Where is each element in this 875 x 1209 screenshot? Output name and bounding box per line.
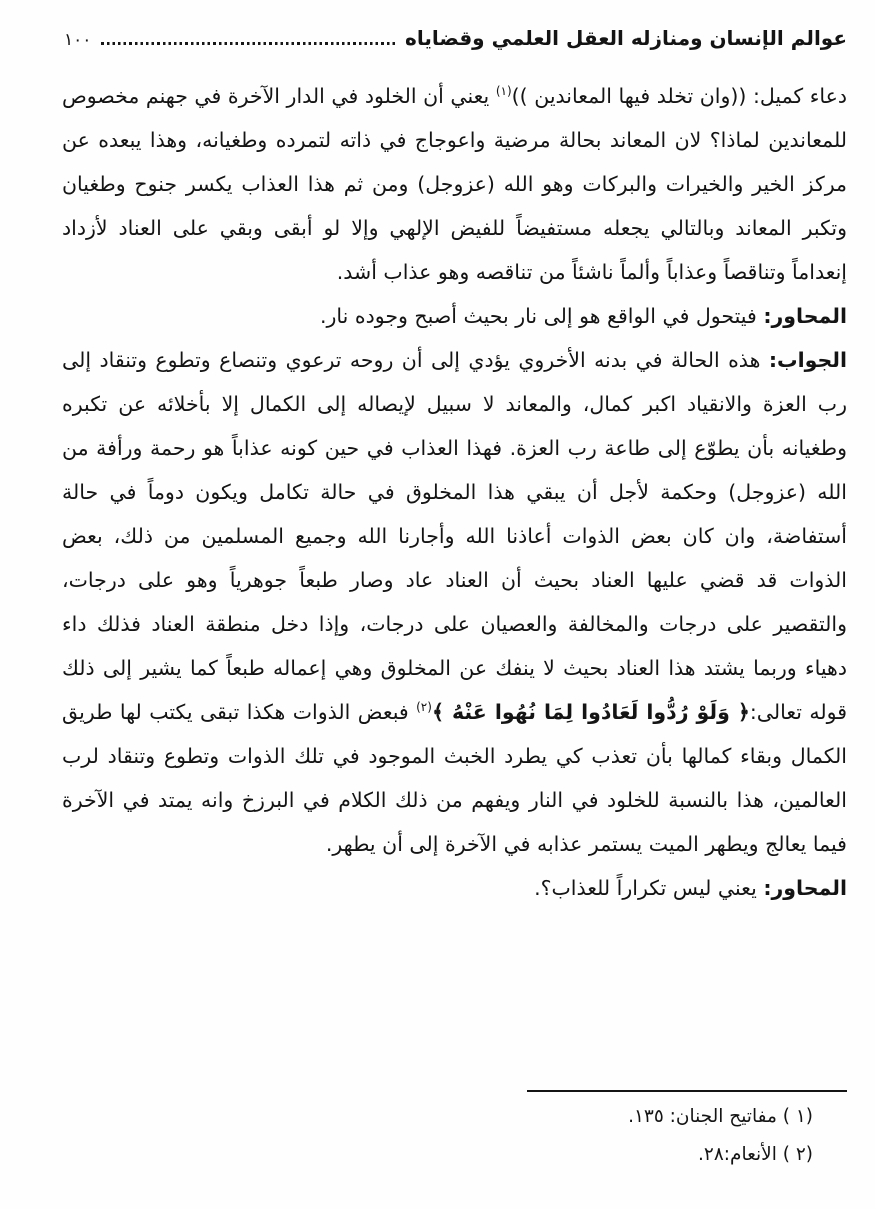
paragraph-text: فيتحول في الواقع هو إلى نار بحيث أصبح وجوده نار. xyxy=(319,304,764,328)
paragraph-dua-kumayl xyxy=(62,74,847,294)
dotted-leader xyxy=(101,42,395,45)
page-number: ١٠٠ xyxy=(64,30,92,50)
paragraph-text: دعاء كميل: ((وان تخلد فيها المعاندين )) xyxy=(511,84,847,108)
paragraph-text: يعني أن الخلود في الدار الآخرة في جهنم مخصوص للمعاندين لماذا؟ لان المعاند بحالة مرضية واعوجاج في ذاته لتمرده وطغيانه، وهذا يبعده عن مركز الخير والخيرات والبركات وهو الله (عزوجل) ومن ثم هذا العذاب يكسر جنوح وطغيان وتكبر المعاند وبالتالي يجعله مستفيضاً للفيض الإلهي وإلا لو أبقى وبقي على العناد لأزداد إنعداماً وتناقصاً وعذاباً وألماً ناشئاً من تناقصه وهو عذاب أشد. xyxy=(62,84,847,284)
speaker-label-jawab: الجواب: xyxy=(768,348,847,372)
paragraph-text: يعني ليس تكراراً للعذاب؟. xyxy=(534,876,764,900)
footnote-1: (١ ) مفاتيح الجنان: ١٣٥. xyxy=(628,1106,813,1127)
page-header xyxy=(0,0,875,50)
footnote-2: (٢ ) الأنعام:٢٨. xyxy=(698,1144,813,1165)
dialogue-answer-paragraph xyxy=(62,338,847,866)
speaker-label-muhawir: المحاور: xyxy=(763,304,847,328)
dialogue-interlocutor-line-2 xyxy=(62,866,847,910)
speaker-label-muhawir: المحاور: xyxy=(763,876,847,900)
footnote-ref-1: (١) xyxy=(495,84,512,99)
paragraph-text: هذه الحالة في بدنه الأخروي يؤدي إلى أن روحه ترعوي وتنصاع وتطوع وتنقاد إلى رب العزة والانقياد اكبر كمال، والمعاند لا سبيل لإيصاله إلى الكمال إلا بأخلائه عن تكبره وطغيانه بأن يطوّع إلى طاعة رب العزة. فهذا العذاب في حين كونه عذاباً هو رحمة ورأفة من الله (عزوجل) وحكمة لأجل أن يبقي هذا المخلوق في حالة تكامل ويكون دوماً في حالة أستفاضة، وان كان بعض الذوات أعاذنا الله وأجارنا الله وجميع المسلمين من ذلك، بعض الذوات قد قضي عليها العناد بحيث أن العناد عاد وصار طبعاً جوهرياً وهو على درجات، والتقصير على درجات والمخالفة والعصيان على درجات، وإذا دخل منطقة العناد فذلك داء دهياء وربما يشتد هذا العناد بحيث لا ينفك عن المخلوق وهي إعماله طبعاً كما يشير إلى ذلك قوله تعالى: xyxy=(62,348,847,724)
page-body xyxy=(0,74,875,910)
dialogue-interlocutor-line-1 xyxy=(62,294,847,338)
paragraph-text: فبعض الذوات هكذا تبقى يكتب لها طريق الكمال وبقاء كمالها بأن تعذب كي يطرد الخبث الموجود في تلك الذوات وتطوع وتنقاد لرب العالمين، هذا بالنسبة للخلود في النار ويفهم من ذلك الكلام في البرزخ وانه يمتد في الآخرة فيما يعالج ويطهر الميت يستمر عذابه في الآخرة إلى أن يطهر. xyxy=(62,700,847,856)
footnote-ref-2: (٢) xyxy=(416,700,432,715)
running-title: عوالم الإنسان ومنازله العقل العلمي وقضاياه xyxy=(405,26,847,50)
footnotes-section xyxy=(327,1090,847,1174)
quran-verse: ﴿ وَلَوْ رُدُّوا لَعَادُوا لِمَا نُهُوا عَنْهُ ﴾ xyxy=(431,700,750,724)
footnote-separator xyxy=(527,1090,847,1092)
